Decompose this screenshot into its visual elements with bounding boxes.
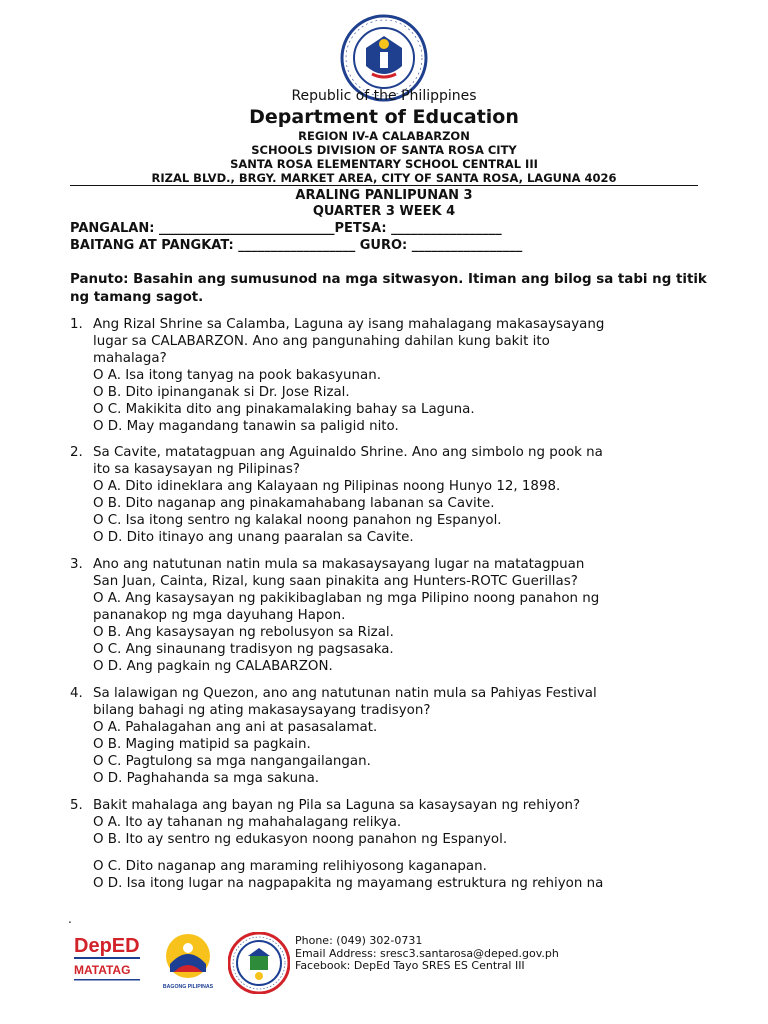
bagong-pilipinas-text: BAGONG PILIPINAS	[162, 984, 214, 990]
email-text[interactable]: Email Address: sresc3.santarosa@deped.gov.ph	[295, 946, 559, 960]
answer-option-a[interactable]: O A. Dito idineklara ang Kalayaan ng Pilipinas noong Hunyo 12, 1898.	[93, 479, 561, 494]
answer-option-b[interactable]: O B. Ito ay sentro ng edukasyon noong panahon ng Espanyol.	[93, 832, 508, 847]
deped-matatag-logo	[72, 930, 144, 986]
answer-option-a[interactable]: O A. Ito ay tahanan ng mahahalagang relikya.	[93, 815, 402, 830]
subject-title: ARALING PANLIPUNAN 3	[295, 188, 473, 203]
question-number: 2.	[70, 445, 83, 460]
department-title: Department of Education	[249, 106, 519, 128]
grade-teacher-field[interactable]: BAITANG AT PANGKAT: __________________ GURO: _________________	[70, 238, 523, 253]
question-text: bilang bahagi ng ating makasaysayang tradisyon?	[93, 703, 431, 718]
republic-line: Republic of the Philippines	[291, 88, 477, 104]
bagong-pilipinas-logo	[160, 930, 216, 992]
phone-text: Phone: (049) 302-0731	[295, 934, 423, 947]
answer-option-a[interactable]: O A. Ang kasaysayan ng pakikibaglaban ng mga Pilipino noong panahon ng	[93, 591, 600, 606]
matatag-text: MATATAG	[74, 963, 131, 977]
answer-option-a[interactable]: O A. Isa itong tanyag na pook bakasyunan.	[93, 368, 381, 383]
quarter-title: QUARTER 3 WEEK 4	[312, 204, 456, 219]
question-text: Bakit mahalaga ang bayan ng Pila sa Laguna sa kasaysayan ng rehiyon?	[93, 798, 581, 813]
answer-option-c[interactable]: O C. Ang sinaunang tradisyon ng pagsasaka.	[93, 642, 394, 657]
school-line: SANTA ROSA ELEMENTARY SCHOOL CENTRAL III	[230, 157, 538, 171]
division-line: SCHOOLS DIVISION OF SANTA ROSA CITY	[251, 143, 517, 157]
answer-option-d[interactable]: O D. Ang pagkain ng CALABARZON.	[93, 659, 333, 674]
header-divider	[70, 185, 698, 186]
answer-option-d[interactable]: O D. Isa itong lugar na nagpapakita ng mayamang estruktura ng rehiyon na	[93, 876, 604, 891]
answer-option-b[interactable]: O B. Ang kasaysayan ng rebolusyon sa Rizal.	[93, 625, 394, 640]
question-text: Sa lalawigan ng Quezon, ano ang natutunan natin mula sa Pahiyas Festival	[93, 686, 597, 701]
region-line: REGION IV-A CALABARZON	[298, 129, 470, 143]
deped-logo-text: DepED	[74, 935, 140, 957]
footer-dot: .	[68, 912, 72, 926]
answer-option-b[interactable]: O B. Dito ipinanganak si Dr. Jose Rizal.	[93, 385, 350, 400]
answer-option-d[interactable]: O D. Dito itinayo ang unang paaralan sa Cavite.	[93, 530, 414, 545]
question-text: lugar sa CALABARZON. Ano ang pangunahing dahilan kung bakit ito	[93, 334, 550, 349]
answer-option-c[interactable]: O C. Isa itong sentro ng kalakal noong panahon ng Espanyol.	[93, 513, 502, 528]
contact-block	[295, 935, 559, 973]
answer-option-a[interactable]: O A. Pahalagahan ang ani at pasasalamat.	[93, 720, 378, 735]
question-text: Ang Rizal Shrine sa Calamba, Laguna ay isang mahalagang makasaysayang	[93, 317, 605, 332]
address-line: RIZAL BLVD., BRGY. MARKET AREA, CITY OF SANTA ROSA, LAGUNA 4026	[151, 171, 617, 185]
answer-option-a-continued: pananakop ng mga dayuhang Hapon.	[93, 608, 346, 623]
question-text: Ano ang natutunan natin mula sa makasaysayang lugar na matatagpuan	[93, 557, 585, 572]
answer-option-d[interactable]: O D. Paghahanda sa mga sakuna.	[93, 771, 320, 786]
answer-option-b[interactable]: O B. Dito naganap ang pinakamahabang labanan sa Cavite.	[93, 496, 495, 511]
question-text: ito sa kasaysayan ng Pilipinas?	[93, 462, 300, 477]
question-text: Sa Cavite, matatagpuan ang Aguinaldo Shrine. Ano ang simbolo ng pook na	[93, 445, 603, 460]
question-number: 1.	[70, 317, 83, 332]
instructions: Panuto: Basahin ang sumusunod na mga sitwasyon. Itiman ang bilog sa tabi ng titik ng tamang sagot.	[70, 272, 707, 305]
question-text: mahalaga?	[93, 351, 167, 366]
answer-option-c[interactable]: O C. Makikita dito ang pinakamalaking bahay sa Laguna.	[93, 402, 475, 417]
answer-option-d[interactable]: O D. May magandang tanawin sa paligid nito.	[93, 419, 399, 434]
question-number: 4.	[70, 686, 83, 701]
name-date-field[interactable]: PANGALAN: ___________________________PETSA: _________________	[70, 221, 502, 236]
school-seal-logo	[228, 932, 290, 994]
answer-option-b[interactable]: O B. Maging matipid sa pagkain.	[93, 737, 311, 752]
question-text: San Juan, Cainta, Rizal, kung saan pinakita ang Hunters-ROTC Guerillas?	[93, 574, 578, 589]
question-number: 5.	[70, 798, 83, 813]
question-number: 3.	[70, 557, 83, 572]
facebook-text[interactable]: Facebook: DepEd Tayo SRES ES Central III	[295, 959, 525, 972]
answer-option-c[interactable]: O C. Dito naganap ang maraming relihiyosong kaganapan.	[93, 859, 487, 874]
answer-option-c[interactable]: O C. Pagtulong sa mga nangangailangan.	[93, 754, 371, 769]
